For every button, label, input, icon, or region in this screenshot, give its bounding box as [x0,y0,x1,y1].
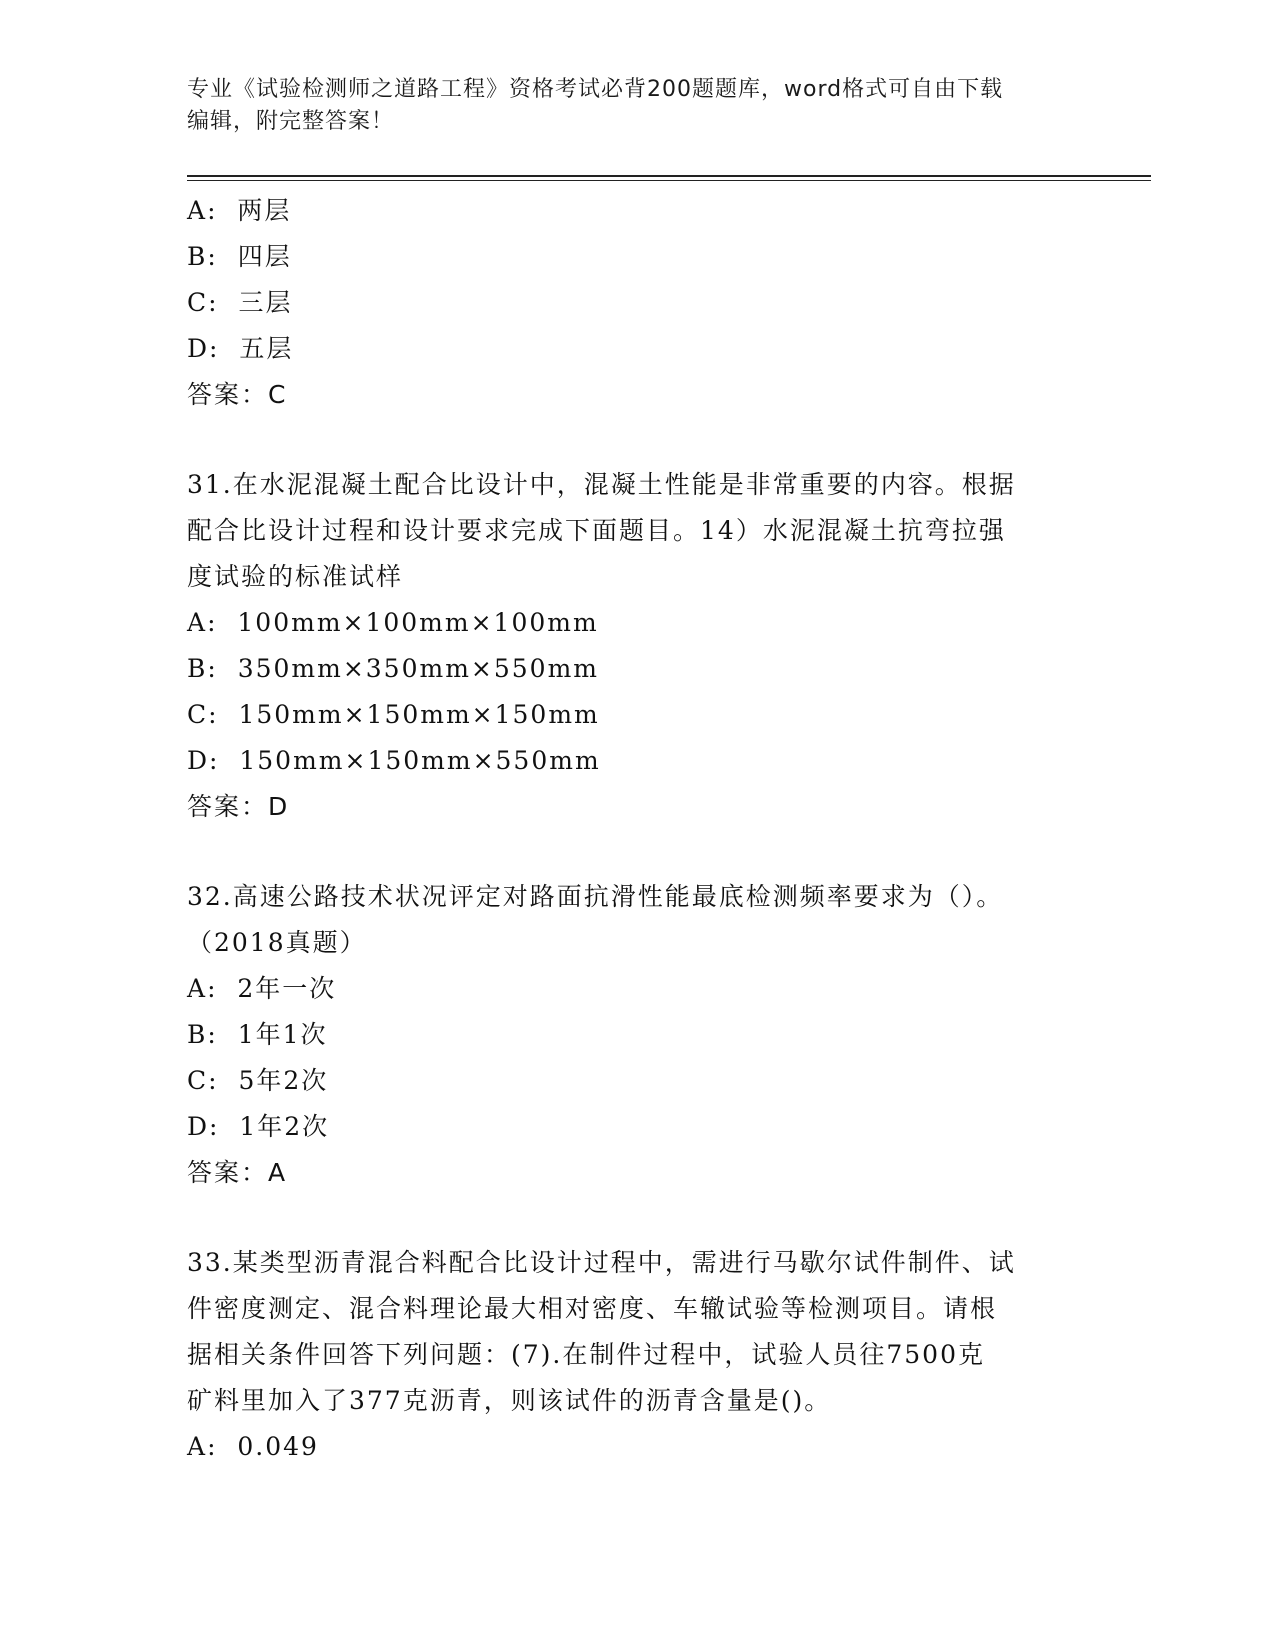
question-32-text-line-2: （2018真题） [187,928,367,957]
question-30-options [187,188,1067,418]
spacer [187,1196,1067,1240]
option-c: C: 150mm×150mm×150mm [187,700,600,729]
question-33-text-line-4: 矿料里加入了377克沥青，则该试件的沥青含量是()。 [187,1386,832,1415]
header-line-2: 编辑，附完整答案！ [187,109,395,134]
option-b: B: 1年1次 [187,1020,328,1049]
question-31 [187,462,1067,830]
document-header [187,74,1087,138]
question-33-text-line-2: 件密度测定、混合料理论最大相对密度、车辙试验等检测项目。请根 [187,1294,998,1323]
option-c: C: 三层 [187,288,293,317]
option-d: D: 150mm×150mm×550mm [187,746,601,775]
question-31-text-line-3: 度试验的标准试样 [187,562,404,591]
option-a: A: 两层 [187,196,292,225]
question-33-text-line-3: 据相关条件回答下列问题：(7).在制件过程中，试验人员往7500克 [187,1340,985,1369]
header-divider-thick [187,175,1151,177]
option-d: D: 五层 [187,334,294,363]
answer-line: 答案：C [187,380,288,409]
question-32-text-line-1: 32.高速公路技术状况评定对路面抗滑性能最底检测频率要求为（）。 [187,882,1004,911]
option-b: B: 350mm×350mm×550mm [187,654,599,683]
option-b: B: 四层 [187,242,292,271]
spacer [187,830,1067,874]
option-d: D: 1年2次 [187,1112,330,1141]
option-a: A: 0.049 [187,1432,319,1461]
option-a: A: 2年一次 [187,974,337,1003]
answer-line: 答案：D [187,792,290,821]
question-32 [187,874,1067,1196]
question-31-text-line-2: 配合比设计过程和设计要求完成下面题目。14）水泥混凝土抗弯拉强 [187,516,1006,545]
question-33 [187,1240,1067,1470]
option-a: A: 100mm×100mm×100mm [187,608,599,637]
question-31-text-line-1: 31.在水泥混凝土配合比设计中，混凝土性能是非常重要的内容。根据 [187,470,1016,499]
header-line-1: 专业《试验检测师之道路工程》资格考试必背200题题库，word格式可自由下载 [187,77,1004,102]
answer-line: 答案：A [187,1158,288,1187]
spacer [187,418,1067,462]
option-c: C: 5年2次 [187,1066,329,1095]
question-content [187,188,1067,1470]
header-divider-thin [187,180,1151,181]
question-33-text-line-1: 33.某类型沥青混合料配合比设计过程中，需进行马歇尔试件制件、试 [187,1248,1016,1277]
